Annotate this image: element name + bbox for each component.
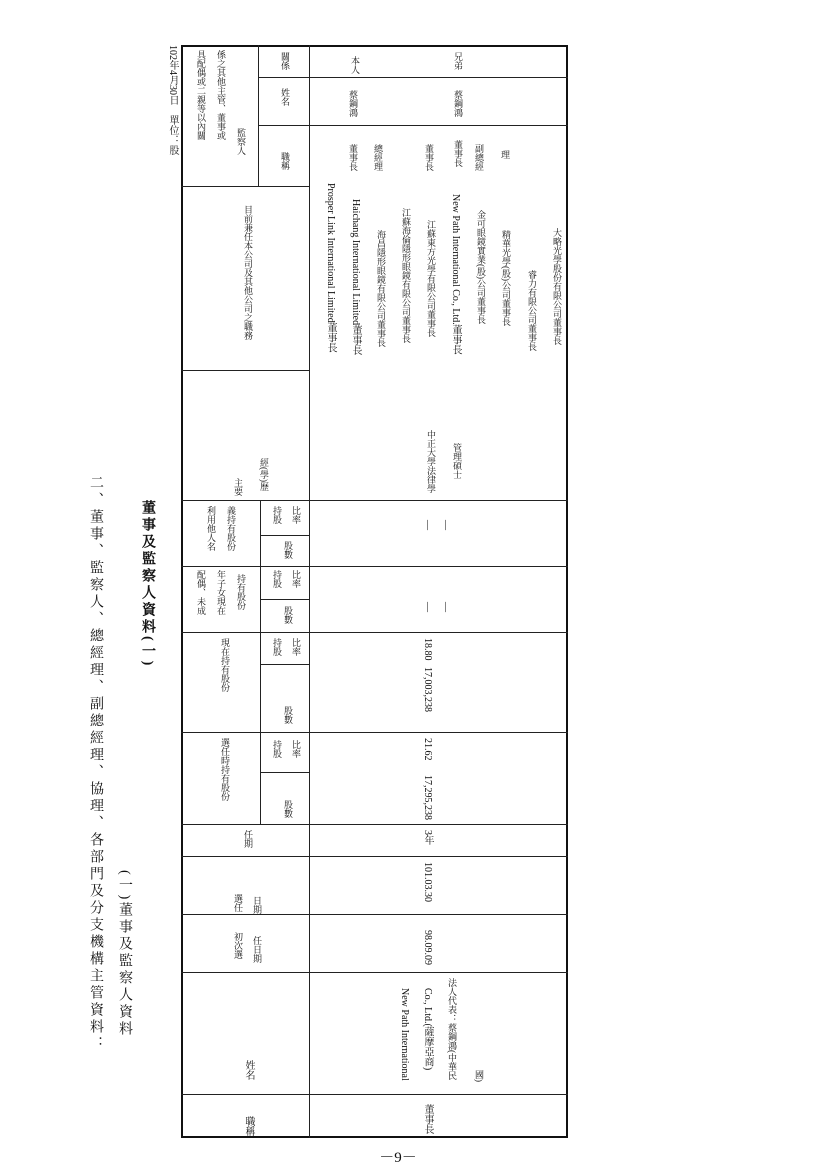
concurrent-item: 海昌隱形眼鏡有限公司董事長 <box>376 230 386 347</box>
grid-line <box>181 972 568 973</box>
rel-name: 蔡鋼鴻 <box>348 90 358 117</box>
header-shares-nominee: 利用他人名 <box>206 506 216 551</box>
cell-name: 法人代表：蔡鋼鴻(中華民 <box>447 978 457 1080</box>
page-number: －9－ <box>379 1150 417 1166</box>
grid-line <box>181 500 568 501</box>
rel-name: 蔡鋼鴻 <box>453 90 463 117</box>
header-shares-spouse: 年子女現在 <box>216 570 226 615</box>
header-shares-spouse: 持有股份 <box>236 574 246 610</box>
header-ratio: 持股 <box>272 740 282 758</box>
rel-title: 董事長 <box>348 144 358 171</box>
rel-relation: 本人 <box>350 56 360 74</box>
header-count: 股數 <box>283 706 293 724</box>
header-count: 股數 <box>283 800 293 818</box>
grid-line <box>181 856 568 857</box>
header-ratio: 持股 <box>272 570 282 588</box>
cell-first-elected: 98.09.09 <box>422 930 433 965</box>
cell-ratio-current: 18.80 <box>422 638 433 661</box>
cell-shares-at-election: 17,295,238 <box>422 775 433 820</box>
grid-line <box>181 566 568 567</box>
header-ratio: 持股 <box>272 638 282 656</box>
header-shares-at-election: 選任時持有股份 <box>220 738 230 801</box>
header-education: 主要 <box>233 478 243 496</box>
cell-education: 管理碩士 <box>452 443 462 479</box>
header-elected: 選任 <box>233 894 243 912</box>
grid-line <box>260 535 309 536</box>
subsection-title: (一)董事及監察人資料 <box>117 870 132 1039</box>
header-relatives: 係之其他主管、董事或 <box>216 50 226 140</box>
cell-elected-date: 101.03.30 <box>422 862 433 902</box>
grid-line <box>260 599 309 600</box>
header-title: 職稱 <box>243 1116 254 1136</box>
grid-line <box>181 186 309 187</box>
grid-line <box>258 77 568 78</box>
table-title: 董事及監察人資料(一) <box>140 500 155 669</box>
header-education: 經(學)歷 <box>259 458 269 491</box>
header-relatives: 監察人 <box>236 128 246 155</box>
rel-relation: 兄弟 <box>453 52 463 70</box>
concurrent-item: 金可眼鏡實業(股)公司董事長 <box>476 210 486 324</box>
cell-name: 國) <box>474 1070 484 1082</box>
rel-title: 董事長 <box>424 144 434 171</box>
cell-spouse-shares: — <box>422 602 433 612</box>
concurrent-item: Prosper Link International Limited董事長 <box>325 183 336 353</box>
cell-term: 3年 <box>422 830 433 845</box>
cell-nominee-shares: — <box>422 520 433 530</box>
cell-education: 中正大學法律學 <box>426 430 436 493</box>
grid-line <box>181 370 309 371</box>
header-elected-date: 日期 <box>252 896 262 914</box>
header-relatives: 具配偶或二親等以內關 <box>196 50 206 140</box>
rel-title: 副總經 <box>474 144 484 171</box>
cell-title: 董事長 <box>422 1104 433 1134</box>
grid-line <box>258 125 568 126</box>
header-shares-spouse: 配偶、未成 <box>196 570 206 615</box>
header-first-elected: 任日期 <box>252 936 262 963</box>
grid-line <box>181 824 568 825</box>
concurrent-item: 睿力有限公司董事長 <box>527 270 537 351</box>
header-rel-name: 姓名 <box>280 88 290 106</box>
cell-ratio-at-election: 21.62 <box>422 738 433 761</box>
cell-name: Co., Ltd.(薩摩亞商) <box>422 988 433 1071</box>
header-rel-relation: 關係 <box>280 52 290 70</box>
rel-title: 總經理 <box>373 144 383 171</box>
header-ratio: 比率 <box>291 570 301 588</box>
header-shares-nominee: 義持有股份 <box>226 506 236 551</box>
grid-line <box>181 1094 568 1095</box>
section-title: 二、董事、監察人、總經理、副總經理、協理、各部門及分支機構主管資料： <box>88 475 103 1053</box>
header-shares-current: 現在持有股份 <box>220 638 230 692</box>
grid-line <box>260 772 309 773</box>
grid-line <box>309 45 310 1138</box>
concurrent-item: Haichang International Limited董事長 <box>350 199 361 356</box>
header-term: 任期 <box>243 830 253 848</box>
header-ratio: 持股 <box>272 506 282 524</box>
header-ratio: 比率 <box>291 638 301 656</box>
rel-title: 董事長 <box>453 140 463 167</box>
cell-spouse-ratio: — <box>440 602 451 612</box>
grid-line <box>260 664 309 665</box>
grid-line <box>181 914 568 915</box>
concurrent-item: New Path International Co., Ltd.董事長 <box>450 194 461 355</box>
grid-line <box>260 500 261 824</box>
date-unit: 102年4月30日 單位：股 <box>167 45 178 155</box>
header-count: 股數 <box>283 541 293 559</box>
grid-line <box>181 632 568 633</box>
header-name: 姓名 <box>243 1060 254 1080</box>
header-ratio: 比率 <box>291 740 301 758</box>
cell-nominee-ratio: — <box>440 520 451 530</box>
concurrent-item: 江蘇海倫隱形眼鏡有限公司董事長 <box>401 208 411 343</box>
concurrent-item: 江蘇東方光學有限公司董事長 <box>426 220 436 337</box>
header-concurrent: 目前兼任本公司及其他公司之職務 <box>243 205 253 340</box>
header-first-elected: 初次選 <box>233 932 243 959</box>
header-rel-title: 職稱 <box>280 152 290 170</box>
cell-name: New Path International <box>399 988 410 1081</box>
header-ratio: 比率 <box>291 506 301 524</box>
grid-line <box>258 45 259 186</box>
grid-line <box>181 732 568 733</box>
concurrent-item: 精華光學(股)公司董事長 <box>501 230 511 326</box>
concurrent-item: 大略光學股份有限公司董事長 <box>552 228 562 345</box>
header-count: 股數 <box>283 606 293 624</box>
rel-title: 理 <box>500 150 510 159</box>
cell-shares-current: 17,003,238 <box>422 667 433 712</box>
